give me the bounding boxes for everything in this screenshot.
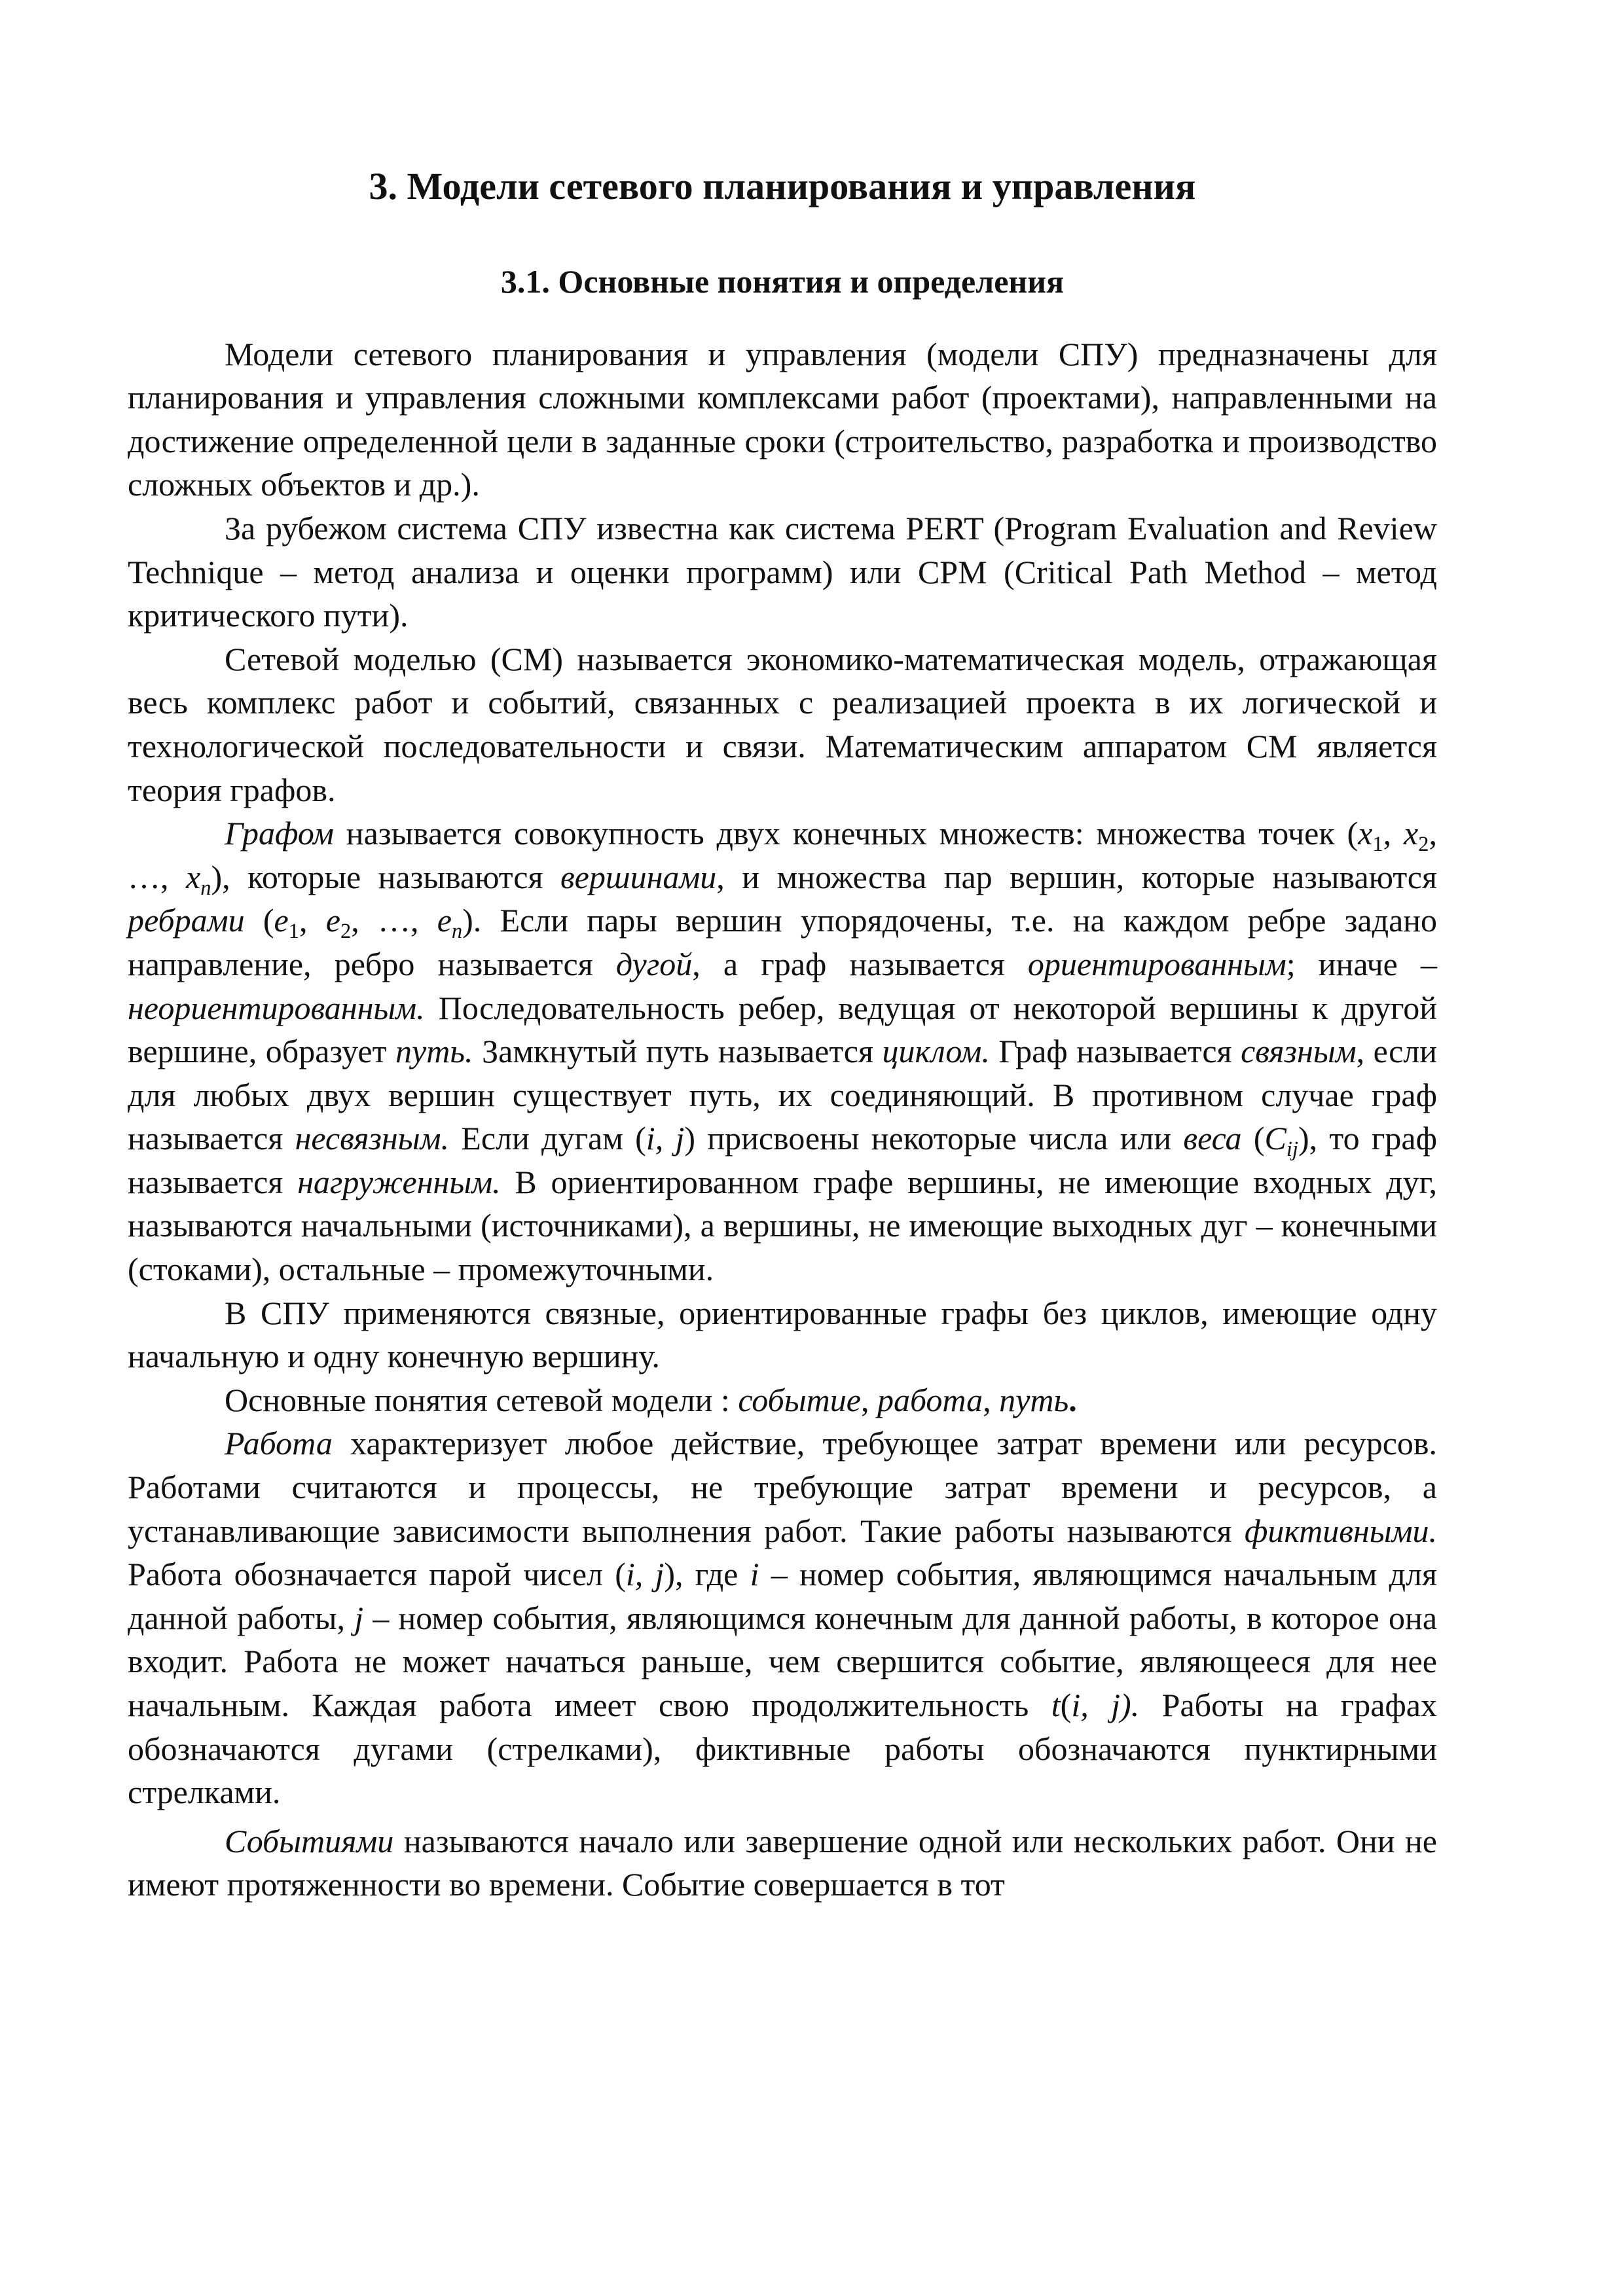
term-weighted: нагруженным. [297,1163,501,1200]
term-non-oriented: неориентированным. [128,989,425,1026]
var-ij: i, j [625,1556,665,1593]
paragraph-1: Модели сетевого планирования и управления (модели СПУ) предназначены для планирования и управления сложными комплексами работ (проектами), направленными на достижение определенной цели в заданные сроки (строительство, разработка и производство сложных объектов и др.). [128,335,1437,503]
text-run: Граф называется [989,1033,1241,1070]
text-run: ) присвоены некоторые числа или [684,1120,1184,1157]
var-e: e [274,902,289,939]
page-title: 3. Модели сетевого планирования и управления [369,165,1196,207]
term-cycle: циклом. [882,1033,990,1070]
text-run: В ориентированном графе вершины, не имеющие входных дуг, называются начальными (источниками), а вершины, не имеющие выходных дуг – конечными (стоками), остальные – промежуточными. [128,1163,1438,1288]
text-run: , если для любых двух вершин существует путь, их соединяющий. В противном случае граф называется [128,1033,1437,1157]
term-path: путь. [395,1033,473,1070]
subscript: ij [1286,1138,1298,1162]
paragraph-3: Сетевой моделью (СМ) называется экономико-математическая модель, отражающая весь комплекс работ и событий, связанных с реализацией проекта в их логической и технологической последовательности и связи. Математическим аппаратом СМ является теория графов. [128,640,1437,808]
text-run: ( [244,902,274,939]
var-e: e [325,902,340,939]
text-run: Работа обозначается парой чисел ( [128,1556,626,1593]
text-run: , …, [351,902,437,939]
text-run: Последовательность ребер, ведущая от некоторой вершины к другой вершине, образует [128,989,1437,1070]
subscript: 1 [1372,832,1383,856]
subscript: 2 [1418,832,1429,856]
subscript: n [200,876,211,900]
text-run: ; иначе – [1286,945,1437,982]
text-run: , [983,1381,1000,1418]
text-run: Замкнутый путь называется [473,1033,883,1070]
text-run: ), где [664,1556,750,1593]
term-event: событие [738,1381,861,1418]
var-c: C [1264,1120,1286,1157]
text-run: ). Если пары вершин упорядочены, т.е. на каждом ребре задано направление, ребро называется [128,902,1438,982]
text-run: – номер события, являющимся начальным для данной работы, [128,1556,1437,1636]
text-run: – номер события, являющимся конечным для данной работы, в которое она входит. Работа не может начаться раньше, чем свершится событие, являющееся для нее начальным. Каждая работа имеет свою продолжительность [128,1599,1438,1723]
paragraph-5: В СПУ применяются связные, ориентированные графы без циклов, имеющие одну начальную и одну конечную вершину. [128,1294,1437,1375]
term-connected: связным [1241,1033,1357,1070]
text-run: называется совокупность двух конечных множеств: множества точек ( [333,815,1359,852]
var-i: i [750,1556,759,1593]
term-path: путь [999,1381,1069,1418]
text-run: ), то граф называется [128,1120,1438,1200]
var-x: x [1358,815,1373,852]
var-x: x [186,858,201,895]
term-events: Событиями [225,1822,394,1859]
text-run: ( [1060,1687,1072,1723]
term-work: Работа [225,1425,333,1462]
text-run: Работы на графах обозначаются дугами (стрелками), фиктивные работы обозначаются пунктирными стрелками. [128,1687,1437,1811]
var-ij: i, j [1071,1687,1121,1723]
text-run: ). [1120,1687,1140,1723]
subscript: 2 [340,920,352,944]
text-run: , [1383,815,1404,852]
term-oriented: ориентированным [1027,945,1286,982]
paragraph-2: За рубежом система СПУ известна как система PERT (Program Evaluation and Review Technique – метод анализа и оценки программ) или CPM (Critical Path Method – метод критического пути). [128,509,1437,634]
paragraph-4 [128,812,1437,1291]
section-subtitle: 3.1. Основные понятия и определения [500,262,1065,300]
var-x: x [1404,815,1419,852]
term-graph: Графом [225,815,334,852]
term-disconnected: несвязным. [295,1120,449,1157]
text-run: , [299,902,326,939]
text-run: , …, [128,815,1437,895]
text-run: , [860,1381,877,1418]
subscript: n [451,920,463,944]
paragraph-7 [128,1422,1437,1814]
text-run: характеризует любое действие, требующее затрат времени или ресурсов. Работами считаются и процессы, не требующие затрат времени и ресурсов, а устанавливающие зависимости выполнения работ. Такие работы называются [128,1425,1437,1549]
var-j: j [354,1599,364,1636]
paragraph-8 [128,1820,1437,1907]
var-ij: i, j [646,1120,685,1157]
text-run: ), которые называются [211,858,560,895]
text-run: , а граф называется [692,945,1028,982]
text-run: Если дугам ( [449,1120,646,1157]
term-edges: ребрами [128,902,245,939]
paragraph-6 [128,1378,1437,1422]
term-fictitious: фиктивными. [1244,1512,1437,1549]
text-run: Основные понятия сетевой модели : [225,1381,739,1418]
term-weights: веса [1183,1120,1242,1157]
text-run: называются начало или завершение одной или нескольких работ. Они не имеют протяженности во времени. Событие совершается в тот [128,1822,1437,1903]
term-work: работа [877,1381,983,1418]
term-arc: дугой [615,945,693,982]
document-page [128,164,1437,1907]
text-run: , и множества пар вершин, которые называются [716,858,1437,895]
term-vertices: вершинами [560,858,717,895]
text-run: ( [1241,1120,1265,1157]
subscript: 1 [288,920,299,944]
text-run: . [1068,1381,1077,1418]
var-t: t [1051,1687,1061,1723]
var-e: e [437,902,452,939]
